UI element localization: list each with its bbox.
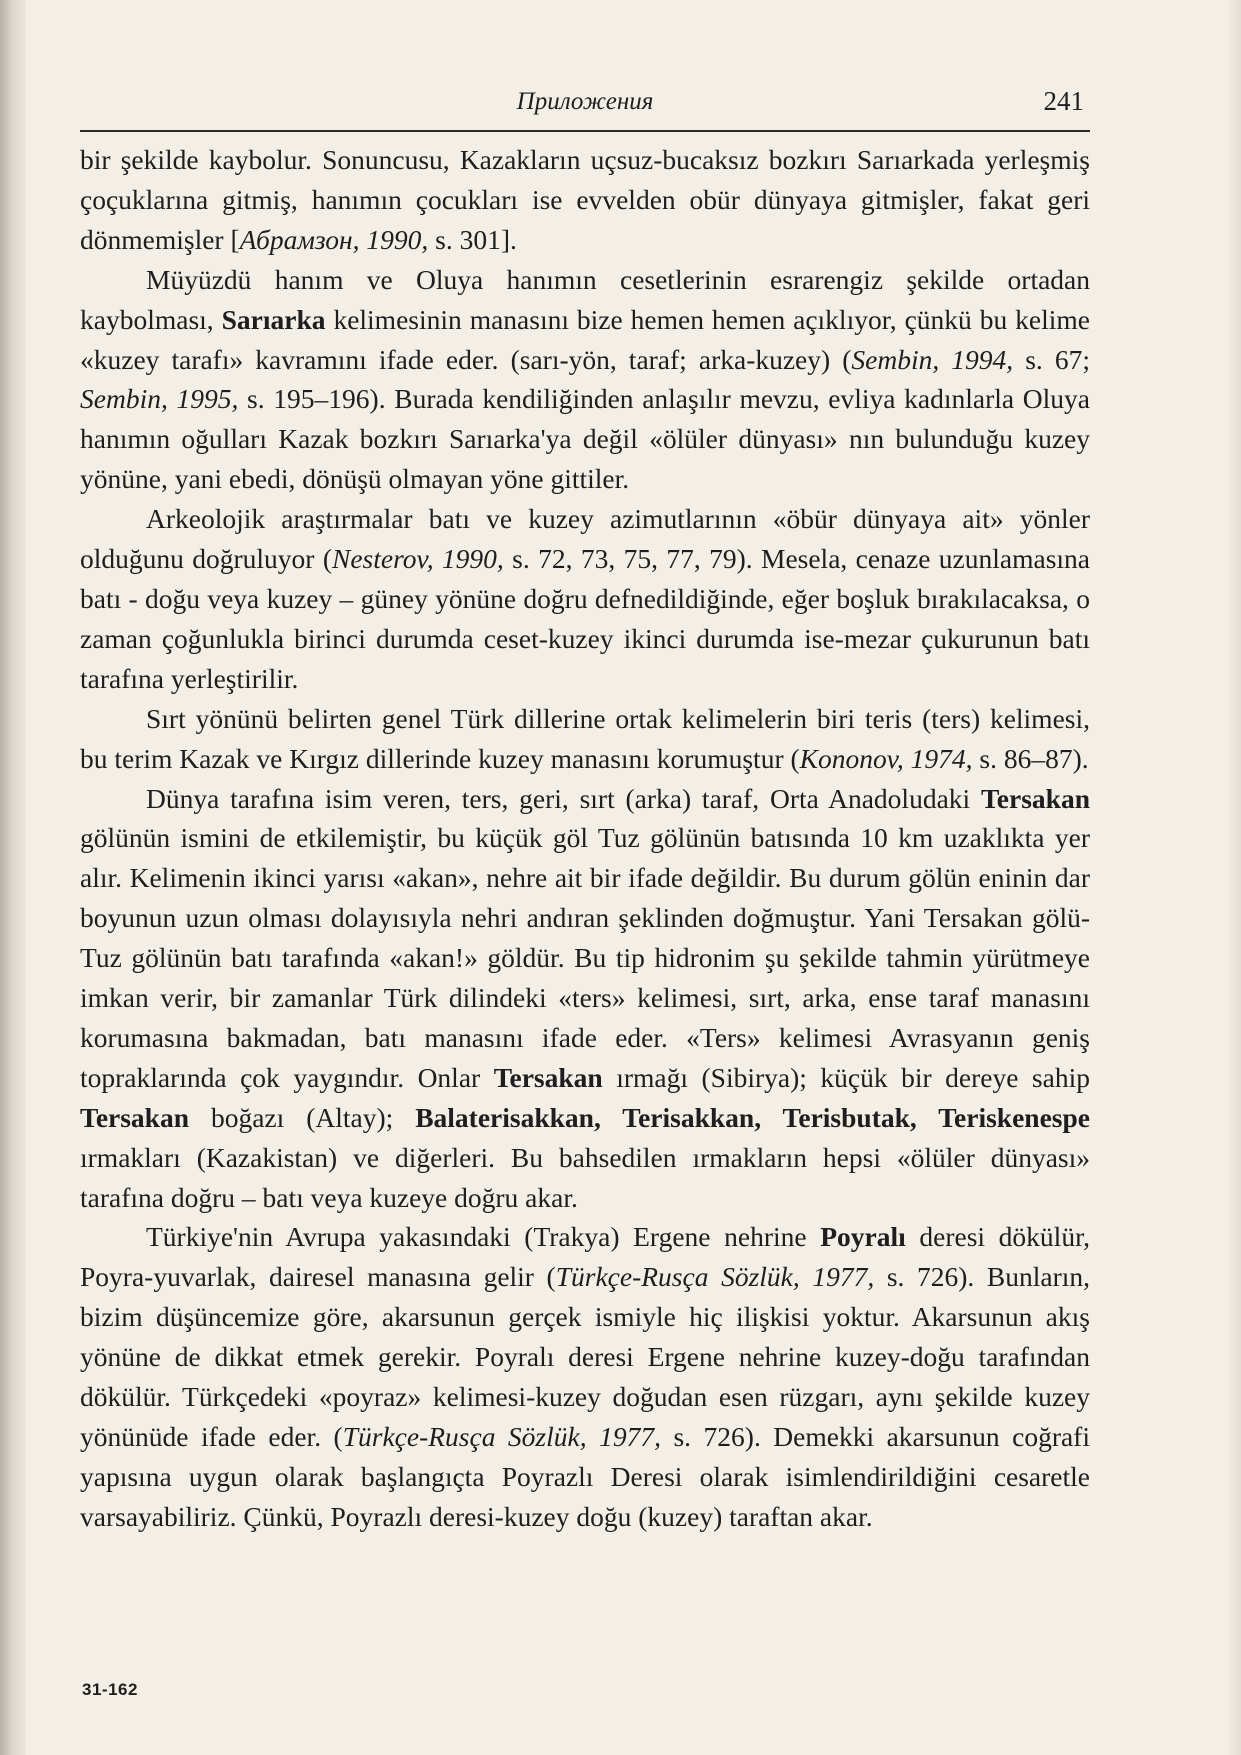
text-run: s. 726). Bunların, bizim düşüncemize göre, akarsunun gerçek ismiyle hiç ilişkisi yoktur. Akarsunun akış yönüne de dikkat etmek gerekir. Poyralı deresi Ergene nehrine kuzey-doğu tarafından dökülür. Türkçedeki «poyraz» kelimesi-kuzey doğudan esen rüzgarı, aynı şekilde kuzey yönünüde ifade eder. ( — [80, 1261, 1090, 1452]
paragraph — [80, 260, 1090, 499]
citation: Sembin, 1995, — [80, 383, 239, 415]
citation: Türkçe-Rusça Sözlük, 1977, — [555, 1261, 875, 1293]
text-run: ırmakları (Kazakistan) ve diğerleri. Bu bahsedilen ırmakların hepsi «ölüler dünyası» tarafına doğru – batı veya kuzeye doğru akar. — [80, 1141, 1090, 1213]
text-run: kelimesinin manasını bize hemen hemen açıklıyor, çünkü bu kelime «kuzey tarafı» kavramını ifade eder. (sarı-yön, taraf; arka-kuzey) ( — [80, 303, 1090, 375]
bold-term: Sarıarka — [221, 303, 326, 335]
text-run: s. 72, 73, 75, 77, 79). Mesela, cenaze uzunlamasına batı - doğu veya kuzey – güney yönüne doğru defnedildiğinde, eğer boşluk bırakılacaksa, o zaman çoğunlukla birinci durumda ceset-kuzey ikinci durumda ise-mezar çukurunun batı tarafına yerleştirilir. — [80, 543, 1090, 694]
text-run: bir şekilde kaybolur. Sonuncusu, Kazakların uçsuz-bucaksız bozkırı Sarıarkada yerleşmiş çoçuklarına gitmiş, hanımın çocukları ise evvelden obür dünyaya gitmişler, fakat geri dönmemişler [ — [80, 144, 1090, 255]
text-run: s. 726). Demekki akarsunun coğrafi yapısına uygun olarak başlangıçta Poyrazlı Deresi olarak isimlendirildiğini cesaretle varsayabiliriz. Çünkü, Poyrazlı deresi-kuzey doğu (kuzey) taraftan akar. — [80, 1421, 1090, 1532]
citation: Kononov, 1974, — [799, 742, 973, 774]
text-run: s. 67; — [1013, 343, 1090, 375]
page-edge — [1227, 0, 1241, 1755]
paragraph — [80, 699, 1090, 779]
paragraph — [80, 779, 1090, 1218]
running-title: Приложения — [516, 88, 654, 115]
citation: Абрамзон, 1990, — [239, 223, 429, 255]
bold-term: Tersakan — [493, 1061, 603, 1093]
bold-term: Tersakan — [980, 782, 1090, 814]
text-run: deresi dökülür, Poyra-yuvarlak, dairesel manasına gelir ( — [80, 1221, 1090, 1293]
text-run: Müyüzdü hanım ve Oluya hanımın cesetlerinin esrarengiz şekilde ortadan kaybolması, — [80, 263, 1090, 335]
text-run: s. 195–196). Burada kendiliğinden anlaşılır mevzu, evliya kadınlarla Oluya hanımın oğulları Kazak bozkırı Sarıarka'ya değil «ölüler dünyası» nın bulunduğu kuzey yönüne, yani ebedi, dönüşü olmayan yöne gittiler. — [80, 383, 1090, 495]
text-run: Dünya tarafına isim veren, ters, geri, sırt (arka) taraf, Orta Anadoludaki — [146, 782, 981, 814]
citation: Nesterov, 1990, — [332, 543, 504, 575]
text-run: ırmağı (Sibirya); küçük bir dereye sahip — [602, 1061, 1090, 1093]
text-run: Sırt yönünü belirten genel Türk dillerine ortak kelimelerin biri teris (ters) kelimesi, bu terim Kazak ve Kırgız dillerinde kuzey manasını korumuştur ( — [80, 702, 1090, 774]
text-run: s. 86–87). — [972, 742, 1089, 774]
text-run: Arkeolojik araştırmalar batı ve kuzey azimutlarının «öbür dünyaya ait» yönler olduğunu doğruluyor ( — [80, 503, 1090, 575]
text-run: gölünün ismini de etkilemiştir, bu küçük göl Tuz gölünün batısında 10 km uzaklıkta yer alır. Kelimenin ikinci yarısı «akan», nehre ait bir ifade değildir. Bu durum gölün eninin dar boyunun uzun olması dolayısıyla nehri andıran şeklinden doğmuştur. Yani Tersakan gölü- Tuz gölünün batı tarafında «akan!» göldür. Bu tip hidronim şu şekilde tahmin yürütmeye imkan verir, bir zamanlar Türk dilindeki «ters» kelimesi, sırt, arka, ense taraf manasını korumasına bakmadan, batı manasını ifade eder. «Ters» kelimesi Avrasyanın geniş topraklarında çok yaygındır. Onlar — [80, 822, 1090, 1093]
text-run: boğazı (Altay); — [189, 1101, 416, 1133]
bold-term: Tersakan — [80, 1101, 190, 1133]
body-text — [80, 140, 1090, 1537]
page-number: 241 — [1043, 86, 1084, 116]
text-run: s. 301]. — [428, 223, 517, 255]
bold-term: Balaterisakkan, Terisakkan, Terisbutak, Teriskenespe — [415, 1101, 1090, 1133]
printer-signature: 31-162 — [82, 1680, 138, 1699]
citation: Sembin, 1994, — [851, 343, 1014, 375]
text-run: Türkiye'nin Avrupa yakasındaki (Trakya) Ergene nehrine — [146, 1221, 821, 1253]
bold-term: Poyralı — [820, 1221, 906, 1253]
page-header — [80, 84, 1090, 132]
paragraph — [80, 140, 1090, 260]
paragraph — [80, 499, 1090, 699]
book-spine-shadow — [0, 0, 26, 1755]
citation: Türkçe-Rusça Sözlük, 1977, — [342, 1421, 661, 1452]
paragraph — [80, 1217, 1090, 1536]
